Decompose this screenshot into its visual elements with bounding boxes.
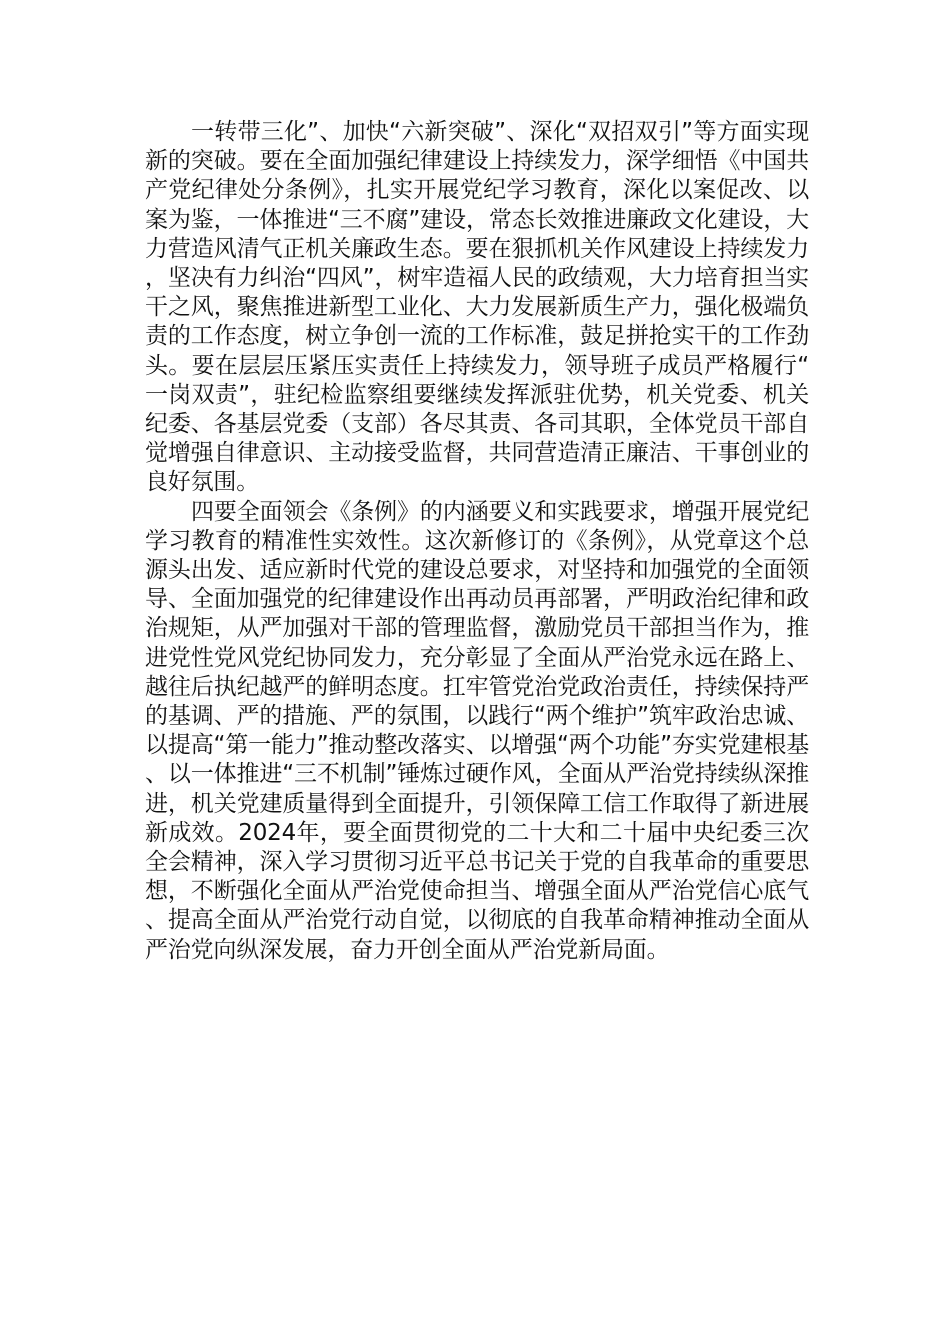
paragraph-regulations-study: 四要全面领会《条例》的内涵要义和实践要求，增强开展党纪学习教育的精准性实效性。这次新修订的《条例》，从党章这个总源头出发、适应新时代党的建设总要求，对坚持和加强党的全面领导、全面加强党的纪律建设作出再动员再部署，严明政治纪律和政治规矩，从严加强对干部的管理监督，激励党员干部担当作为，推进党性党风党纪协同发力，充分彰显了全面从严治党永远在路上、越往后执纪越严的鲜明态度。扛牢管党治党政治责任，持续保持严的基调、严的措施、严的氛围，以践行“两个维护”筑牢政治忠诚、以提高“第一能力”推动整改落实、以增强“两个功能”夯实党建根基、以一体推进“三不机制”锤炼过硬作风，全面从严治党持续纵深推进，机关党建质量得到全面提升，引领保障工信工作取得了新进展新成效。2024年，要全面贯彻党的二十大和二十届中央纪委三次全会精神，深入学习贯彻习近平总书记关于党的自我革命的重要思想，不断强化全面从严治党使命担当、增强全面从严治党信心底气、提高全面从严治党行动自觉，以彻底的自我革命精神推动全面从严治党向纵深发展，奋力开创全面从严治党新局面。 (145, 498, 809, 963)
document-body (145, 118, 809, 965)
paragraph-discipline-construction: 一转带三化”、加快“六新突破”、深化“双招双引”等方面实现新的突破。要在全面加强纪律建设上持续发力，深学细悟《中国共产党纪律处分条例》，扎实开展党纪学习教育，深化以案促改、以案为鉴，一体推进“三不腐”建设，常态长效推进廉政文化建设，大力营造风清气正机关廉政生态。要在狠抓机关作风建设上持续发力，坚决有力纠治“四风”，树牢造福人民的政绩观，大力培育担当实干之风，聚焦推进新型工业化、大力发展新质生产力，强化极端负责的工作态度，树立争创一流的工作标准，鼓足拼抢实干的工作劲头。要在层层压紧压实责任上持续发力，领导班子成员严格履行“一岗双责”，驻纪检监察组要继续发挥派驻优势，机关党委、机关纪委、各基层党委（支部）各尽其责、各司其职，全体党员干部自觉增强自律意识、主动接受监督，共同营造清正廉洁、干事创业的良好氛围。 (145, 119, 809, 496)
